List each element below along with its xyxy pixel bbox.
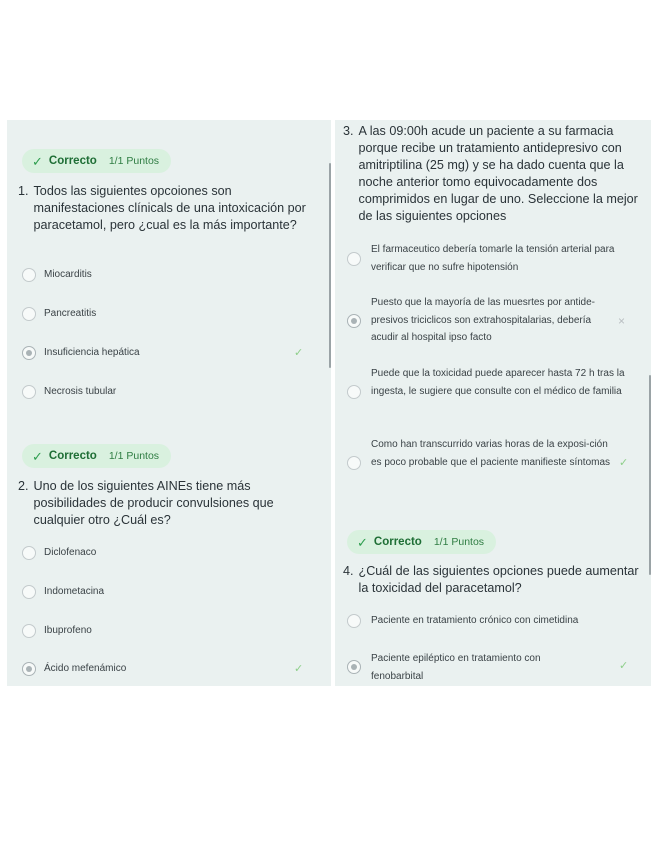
question-number: 3. (343, 124, 354, 138)
question-4 (343, 563, 643, 597)
checkmark-icon: ✓ (32, 153, 43, 169)
status-badge (22, 149, 171, 173)
radio-button-selected[interactable] (22, 346, 36, 360)
quiz-panel-right (335, 120, 651, 686)
radio-button[interactable] (22, 307, 36, 321)
option-label: Como han transcurrido varias horas de la exposi-ción es poco probable que el paciente manifieste síntomas (371, 439, 611, 468)
radio-button[interactable] (347, 456, 361, 470)
option-label: Pancreatitis (44, 308, 97, 319)
option-label: Necrosis tubular (44, 386, 117, 397)
radio-button[interactable] (22, 268, 36, 282)
option-label: Diclofenaco (44, 547, 97, 558)
option-label: Puesto que la mayoría de las muesrtes por antide-presivos triciclicos son extrahospitalarias, debería acudir al hospital ipso facto (371, 297, 596, 343)
question-text: Todos las siguientes opcoiones son manifestaciones clínicals de una intoxicación por paracetamol, pero ¿cual es la más importante? (33, 184, 306, 232)
status-result: Correcto (373, 536, 422, 548)
radio-button-selected[interactable] (347, 660, 361, 674)
scrollbar-right[interactable] (649, 375, 651, 575)
radio-button-selected[interactable] (22, 662, 36, 676)
incorrect-x-icon: × (618, 314, 626, 328)
status-points: 1/1 Puntos (108, 450, 160, 462)
checkmark-icon: ✓ (357, 534, 368, 550)
question-number: 2. (18, 479, 29, 493)
option-label: El farmaceutico debería tomarle la tensión arterial para verificar que no sufre hipotensión (371, 244, 615, 273)
status-badge (22, 444, 171, 468)
status-result: Correcto (48, 155, 97, 167)
option-label: Indometacina (44, 586, 105, 597)
radio-button[interactable] (347, 385, 361, 399)
option-label: Ibuprofeno (44, 625, 92, 636)
scrollbar-left[interactable] (329, 163, 331, 368)
question-text: Uno de los siguientes AINEs tiene más posibilidades de producir convulsiones que cualquier otro ¿Cuál es? (33, 479, 274, 527)
option-label: Puede que la toxicidad puede aparecer hasta 72 h tras la ingesta, le sugiere que consulte con el médico de familia (371, 368, 625, 397)
question-text: ¿Cuál de las siguientes opciones puede aumentar la toxicidad del paracetamol? (358, 564, 639, 595)
correct-check-icon: ✓ (294, 663, 304, 675)
status-points: 1/1 Puntos (433, 536, 485, 548)
question-2 (18, 478, 318, 529)
option-label: Miocarditis (44, 269, 92, 280)
correct-check-icon: ✓ (619, 457, 629, 469)
radio-button[interactable] (22, 585, 36, 599)
question-number: 4. (343, 564, 354, 578)
radio-button[interactable] (22, 546, 36, 560)
status-points: 1/1 Puntos (108, 155, 160, 167)
radio-button[interactable] (347, 252, 361, 266)
radio-button[interactable] (22, 624, 36, 638)
radio-button-selected[interactable] (347, 314, 361, 328)
question-text: A las 09:00h acude un paciente a su farmacia porque recibe un tratamiento antidepresivo con amitriptilina (25 mg) y se ha dado cuenta que la noche anterior tomo equivocadamente dos comprimidos en lugar de uno. Seleccione la mejor de las siguientes opciones (358, 124, 638, 223)
option-label: Insuficiencia hepática (44, 347, 140, 358)
correct-check-icon: ✓ (619, 660, 629, 672)
radio-button[interactable] (347, 614, 361, 628)
status-result: Correcto (48, 450, 97, 462)
option-label: Paciente en tratamiento crónico con cimetidina (371, 615, 579, 626)
option-label: Ácido mefenámico (44, 663, 127, 674)
checkmark-icon: ✓ (32, 448, 43, 464)
status-badge (347, 530, 496, 554)
quiz-panel-left (7, 120, 331, 686)
option-label: Paciente epiléptico en tratamiento con fenobarbital (371, 653, 541, 682)
correct-check-icon: ✓ (294, 347, 304, 359)
question-3 (343, 123, 643, 225)
question-1 (18, 183, 318, 234)
question-number: 1. (18, 184, 29, 198)
radio-button[interactable] (22, 385, 36, 399)
